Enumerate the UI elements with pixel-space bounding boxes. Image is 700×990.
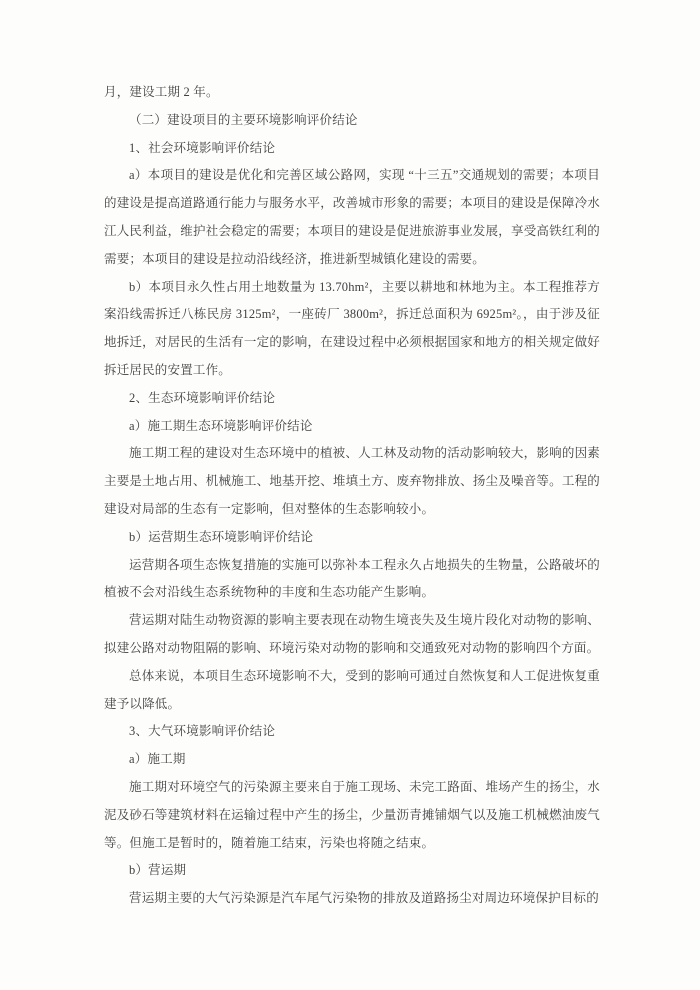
para-social-env-b: b）本项目永久性占用土地数量为 13.70hm²，主要以耕地和林地为主。本工程推荐方案沿线需拆迁八栋民房 3125m²，一座砖厂 3800m²，拆迁总面积为 6925m²。，由于涉及征地拆迁，对居民的生活有一定的影响，在建设过程中必须根据国家和地方的相关规定做好拆迁居民的安置工作。 [104,279,600,377]
document-body-text [104,79,600,913]
heading-eco-operation-period: b）运营期生态环境影响评价结论 [129,529,314,544]
para-social-env-a: a）本项目的建设是优化和完善区域公路网，实现 “十三五”交通规划的需要；本项目的建设是提高道路通行能力与服务水平，改善城市形象的需要；本项目的建设是保障冷水江人民利益，维护社会稳定的需要；本项目的建设是促进旅游事业发展，享受高铁红利的需要；本项目的建设是拉动沿线经济，推进新型城镇化建设的需要。 [104,168,600,266]
para-air-construction-period: 施工期对环境空气的污染源主要来自于施工现场、未完工路面、堆场产生的扬尘，水泥及砂石等建筑材料在运输过程中产生的扬尘，少量沥青摊铺烟气以及施工机械燃油废气等。但施工是暂时的，随着施工结束，污染也将随之结束。 [104,779,600,850]
heading-air-env-conclusion: 3、大气环境影响评价结论 [129,724,276,739]
para-eco-operation-restoration: 运营期各项生态恢复措施的实施可以弥补本工程永久占地损失的生物量，公路破坏的植被不会对沿线生态系统物种的丰度和生态功能产生影响。 [104,557,600,600]
heading-social-env-conclusion: 1、社会环境影响评价结论 [129,140,276,155]
heading-air-operation-period: b）营运期 [129,863,187,878]
heading-eco-env-conclusion: 2、生态环境影响评价结论 [129,390,276,405]
para-eco-overall-summary: 总体来说，本项目生态环境影响不大，受到的影响可通过自然恢复和人工促进恢复重建予以降低。 [104,668,600,711]
para-air-operation-period: 营运期主要的大气污染源是汽车尾气污染物的排放及道路扬尘对周边环境保护目标的 [129,891,599,906]
heading-eco-construction-period: a）施工期生态环境影响评价结论 [129,418,313,433]
continuation-line: 月，建设工期 2 年。 [104,85,219,99]
para-eco-construction-period: 施工期工程的建设对生态环境中的植被、人工林及动物的活动影响较大，影响的因素主要是土地占用、机械施工、地基开挖、堆填土方、废弃物排放、扬尘及噪音等。工程的建设对局部的生态有一定影响，但对整体的生态影响较小。 [104,446,600,516]
heading-section-two: （二）建设项目的主要环境影响评价结论 [129,112,358,127]
para-eco-operation-wildlife: 营运期对陆生动物资源的影响主要表现在动物生境丧失及生境片段化对动物的影响、拟建公路对动物阻隔的影响、环境污染对动物的影响和交通致死对动物的影响四个方面。 [104,613,600,655]
heading-air-construction-period: a）施工期 [129,752,186,767]
